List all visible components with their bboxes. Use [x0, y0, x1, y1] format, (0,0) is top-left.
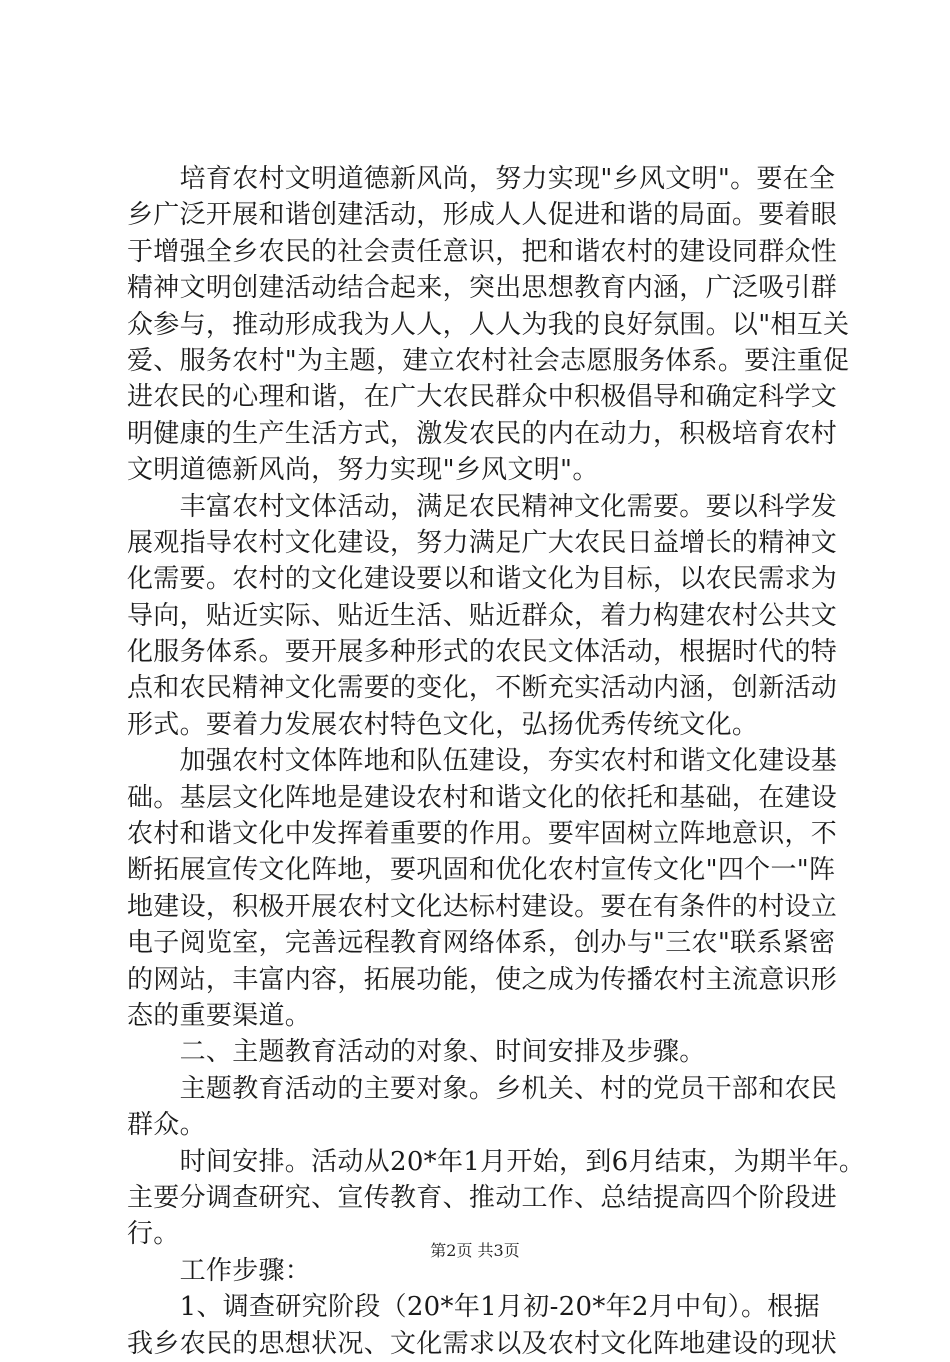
- text-line: 的网站，丰富内容，拓展功能，使之成为传播农村主流意识形: [127, 964, 838, 995]
- text-line: 1、调查研究阶段（20*年1月初-20*年2月中旬）。根据: [127, 1292, 820, 1323]
- text-line: 地建设，积极开展农村文化达标村建设。要在有条件的村设立: [127, 891, 838, 922]
- text-line: 文明道德新风尚，努力实现"乡风文明"。: [127, 455, 599, 486]
- text-line: 工作步骤：: [127, 1255, 312, 1286]
- text-line: 我乡农民的思想状况、文化需求以及农村文化阵地建设的现状: [127, 1328, 838, 1359]
- text-line: 精神文明创建活动结合起来，突出思想教育内涵，广泛吸引群: [127, 273, 838, 304]
- page-footer: [0, 1240, 950, 1262]
- section-heading: 二、主题教育活动的对象、时间安排及步骤。: [127, 1037, 706, 1068]
- text-line: 众参与，推动形成我为人人，人人为我的良好氛围。以"相互关: [127, 309, 850, 340]
- text-line: 导向，贴近实际、贴近生活、贴近群众，着力构建农村公共文: [127, 600, 838, 631]
- text-line: 展观指导农村文化建设，努力满足广大农民日益增长的精神文: [127, 527, 838, 558]
- text-line: 培育农村文明道德新风尚，努力实现"乡风文明"。要在全: [127, 164, 836, 194]
- text-line: 行。: [127, 1219, 180, 1250]
- text-line: 电子阅览室，完善远程教育网络体系，创办与"三农"联系紧密: [127, 928, 836, 959]
- text-line: 点和农民精神文化需要的变化，不断充实活动内涵，创新活动: [127, 673, 838, 704]
- text-line: 形式。要着力发展农村特色文化，弘扬优秀传统文化。: [127, 709, 759, 740]
- text-line: 时间安排。活动从20*年1月开始，到6月结束，为期半年。: [127, 1146, 866, 1177]
- text-line: 明健康的生产生活方式，激发农民的内在动力，积极培育农村: [127, 418, 838, 449]
- page-number-label: 第2页 共3页: [430, 1241, 520, 1260]
- text-line: 乡广泛开展和谐创建活动，形成人人促进和谐的局面。要着眼: [127, 200, 838, 231]
- text-line: 化服务体系。要开展多种形式的农民文体活动，根据时代的特: [127, 637, 838, 668]
- text-line: 主题教育活动的主要对象。乡机关、村的党员干部和农民: [127, 1073, 838, 1104]
- text-line: 础。基层文化阵地是建设农村和谐文化的依托和基础，在建设: [127, 782, 838, 813]
- text-line: 于增强全乡农民的社会责任意识，把和谐农村的建设同群众性: [127, 236, 838, 267]
- text-line: 化需要。农村的文化建设要以和谐文化为目标，以农民需求为: [127, 564, 838, 595]
- text-line: 爱、服务农村"为主题，建立农村社会志愿服务体系。要注重促: [127, 345, 850, 376]
- text-line: 农村和谐文化中发挥着重要的作用。要牢固树立阵地意识，不: [127, 819, 838, 850]
- document-body: [127, 161, 866, 1362]
- text-line: 丰富农村文体活动，满足农民精神文化需要。要以科学发: [127, 491, 838, 522]
- text-line: 主要分调查研究、宣传教育、推动工作、总结提高四个阶段进: [127, 1182, 838, 1213]
- text-line: 群众。: [127, 1110, 206, 1141]
- text-line: 加强农村文体阵地和队伍建设，夯实农村和谐文化建设基: [127, 746, 838, 777]
- text-line: 断拓展宣传文化阵地，要巩固和优化农村宣传文化"四个一"阵: [127, 855, 836, 886]
- text-line: 态的重要渠道。: [127, 1000, 312, 1031]
- text-line: 进农民的心理和谐，在广大农民群众中积极倡导和确定科学文: [127, 382, 838, 413]
